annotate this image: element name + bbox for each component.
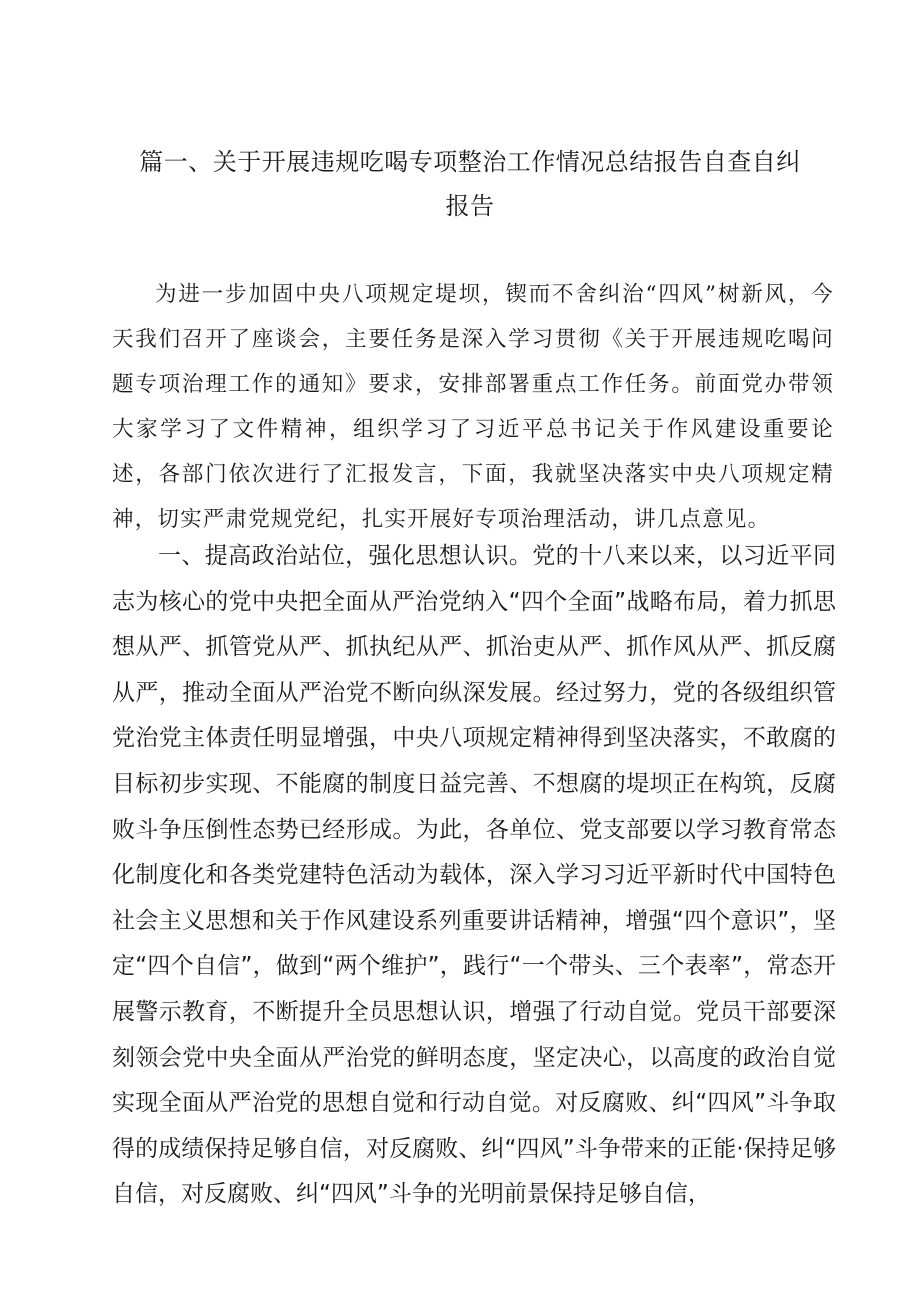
- title-line-2: 报告: [445, 192, 495, 220]
- intro-paragraph: 为进一步加固中央八项规定堤坝，锲而不舍纠治“四风”树新风，今天我们召开了座谈会，主要任务是深入学习贯彻《关于开展违规吃喝问题专项治理工作的通知》要求，安排部署重点工作任务。前面党办带领大家学习了文件精神，组织学习了习近平总书记关于作风建设重要论述，各部门依次进行了汇报发言，下面，我就坚决落实中央八项规定精神，切实严肃党规党纪，扎实开展好专项治理活动，讲几点意见。: [112, 282, 834, 532]
- document-title: [110, 140, 830, 228]
- section-one-paragraph: 一、提高政治站位，强化思想认识。党的十八来以来，以习近平同志为核心的党中央把全面从严治党纳入“四个全面”战略布局，着力抓思想从严、抓管党从严、抓执纪从严、抓治吏从严、抓作风从严、抓反腐从严，推动全面从严治党不断向纵深发展。经过努力，党的各级组织管党治党主体责任明显增强，中央八项规定精神得到坚决落实，不敢腐的目标初步实现、不能腐的制度日益完善、不想腐的堤坝正在构筑，反腐败斗争压倒性态势已经形成。为此，各单位、党支部要以学习教育常态化制度化和各类党建特色活动为载体，深入学习习近平新时代中国特色社会主义思想和关于作风建设系列重要讲话精神，增强“四个意识”，坚定“四个自信”，做到“两个维护”，践行“一个带头、三个表率”，常态开展警示教育，不断提升全员思想认识，增强了行动自觉。党员干部要深刻领会党中央全面从严治党的鲜明态度，坚定决心，以高度的政治自觉实现全面从严治党的思想自觉和行动自觉。对反腐败、纠“四风”斗争取得的成绩保持足够自信，对反腐败、纠“四风”斗争带来的正能·保持足够自信，对反腐败、纠“四风”斗争的光明前景保持足够自信，: [112, 543, 836, 1208]
- title-line-1: 篇一、关于开展违规吃喝专项整治工作情况总结报告自查自纠: [139, 148, 801, 176]
